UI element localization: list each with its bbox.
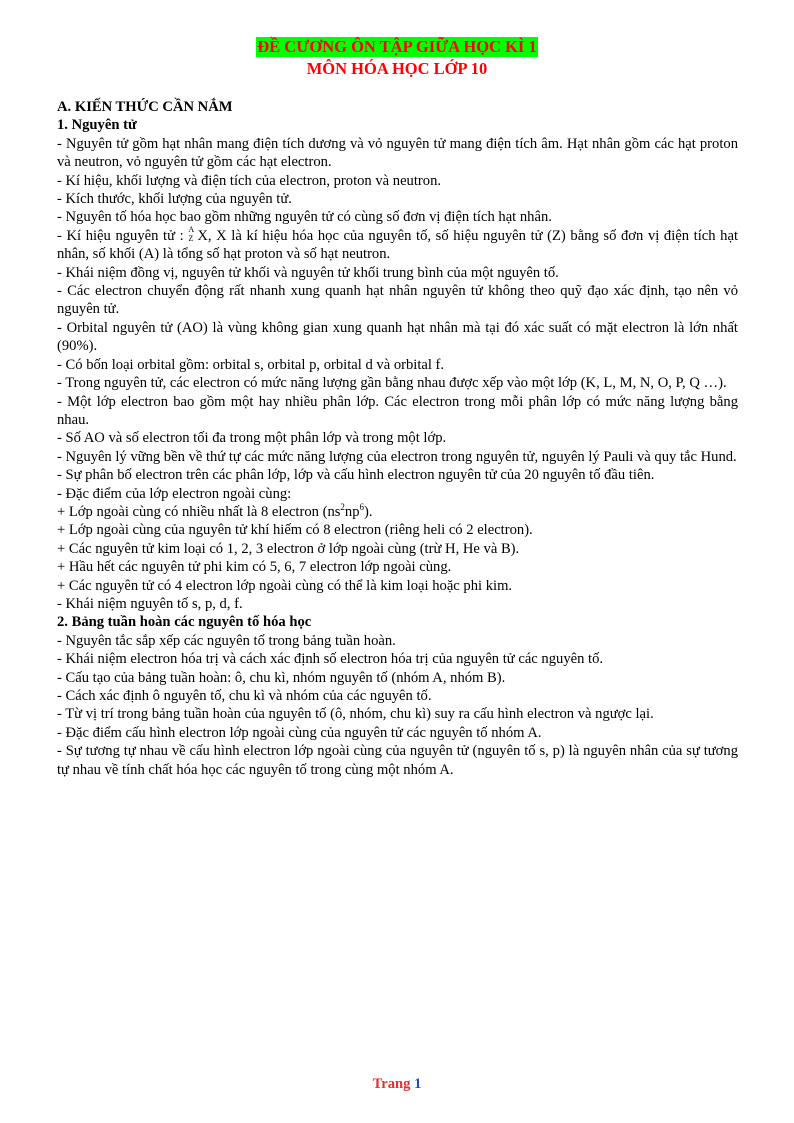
list-item: - Một lớp electron bao gồm một hay nhiều phân lớp. Các electron trong mỗi phân lớp có mức năng lượng bằng nhau. <box>57 393 738 428</box>
list-item: - Từ vị trí trong bảng tuần hoàn của nguyên tố (ô, nhóm, chu kì) suy ra cấu hình electron và ngược lại. <box>57 706 654 723</box>
page-footer <box>0 1076 794 1093</box>
list-item: - Trong nguyên tử, các electron có mức năng lượng gần bằng nhau được xếp vào một lớp (K, L, M, N, O, P, Q …). <box>57 375 727 392</box>
symbol-suffix: , X là kí hiệu hóa học của nguyên tố, số hiệu nguyên tử (Z) bằng số đơn vị điện tích hạt nhân, số khối (A) là tổng số hạt proton và số hạt neutron. <box>57 227 739 263</box>
document-title: ĐỀ CƯƠNG ÔN TẬP GIỮA HỌC KÌ 1 <box>257 37 537 56</box>
page-number: 1 <box>414 1076 422 1092</box>
outer-prefix: + Lớp ngoài cùng có nhiều nhất là 8 electron (ns <box>57 503 341 520</box>
list-item: - Nguyên tố hóa học bao gồm những nguyên tử có cùng số đơn vị điện tích hạt nhân. <box>57 209 552 226</box>
subsection-2-heading: 2. Bảng tuần hoàn các nguyên tố hóa học <box>57 614 312 631</box>
list-item: - Cách xác định ô nguyên tố, chu kì và nhóm của các nguyên tố. <box>57 688 432 704</box>
list-item-outer-shell <box>57 503 738 521</box>
superscript: 2 <box>340 502 345 513</box>
list-item: - Số AO và số electron tối đa trong một phân lớp và trong một lớp. <box>57 430 447 447</box>
list-item: - Sự phân bố electron trên các phân lớp, lớp và cấu hình electron nguyên tử của 20 nguyên tố đầu tiên. <box>57 467 655 484</box>
outer-mid: np <box>344 503 360 520</box>
list-item: + Lớp ngoài cùng của nguyên tử khí hiếm có 8 electron (riêng heli có 2 electron). <box>57 522 533 539</box>
list-item: + Các nguyên tử kim loại có 1, 2, 3 electron ở lớp ngoài cùng (trừ H, He và B). <box>57 540 520 557</box>
list-item: - Nguyên tắc sắp xếp các nguyên tố trong bảng tuần hoàn. <box>57 632 396 649</box>
list-item: - Nguyên lý vững bền về thứ tự các mức năng lượng của electron trong nguyên tử, nguyên lý Pauli và quy tắc Hund. <box>57 448 737 465</box>
list-item: - Kích thước, khối lượng của nguyên tử. <box>57 191 292 208</box>
list-item-atomic-symbol <box>57 224 739 264</box>
atomic-number: Z <box>188 233 194 243</box>
list-item: - Có bốn loại orbital gồm: orbital s, orbital p, orbital d và orbital f. <box>57 356 445 373</box>
list-item: - Đặc điểm của lớp electron ngoài cùng: <box>57 485 292 502</box>
document-body <box>57 98 738 779</box>
element-letter: X <box>197 227 208 244</box>
document-header <box>0 37 794 79</box>
list-item: - Sự tương tự nhau về cấu hình electron lớp ngoài cùng của nguyên tử (nguyên tố s, p) là nguyên nhân của sự tương tự nhau về tính chất hóa học các nguyên tố trong cùng một nhóm A. <box>57 743 738 778</box>
list-item: - Nguyên tử gồm hạt nhân mang điện tích dương và vỏ nguyên tử mang điện tích âm. Hạt nhân gồm các hạt proton và neutron, vỏ nguyên tử gồm các hạt electron. <box>57 135 738 171</box>
superscript: 6 <box>359 502 365 513</box>
list-item: - Cấu tạo của bảng tuần hoàn: ô, chu kì, nhóm nguyên tố (nhóm A, nhóm B). <box>57 669 506 686</box>
symbol-prefix: - Kí hiệu nguyên tử : <box>57 227 189 244</box>
list-item: - Kí hiệu, khối lượng và điện tích của electron, proton và neutron. <box>57 172 442 189</box>
outer-suffix: ). <box>364 503 373 520</box>
page-label: Trang <box>372 1076 411 1092</box>
list-item: - Orbital nguyên tử (AO) là vùng không gian xung quanh hạt nhân mà tại đó xác suất có mặt electron là lớn nhất (90%). <box>57 319 738 355</box>
list-item: + Hầu hết các nguyên tử phi kim có 5, 6, 7 electron lớp ngoài cùng. <box>57 559 452 576</box>
isotope-notation <box>188 224 197 243</box>
subsection-1-heading: 1. Nguyên tử <box>57 117 137 134</box>
list-item: - Khái niệm electron hóa trị và cách xác định số electron hóa trị của nguyên tử các nguyên tố. <box>57 651 604 668</box>
list-item: - Đặc điểm cấu hình electron lớp ngoài cùng của nguyên tử các nguyên tố nhóm A. <box>57 724 542 741</box>
list-item: - Các electron chuyển động rất nhanh xung quanh hạt nhân nguyên tử không theo quỹ đạo xác định, tạo nên vỏ nguyên tử. <box>57 283 738 318</box>
list-item: - Khái niệm đồng vị, nguyên tử khối và nguyên tử khối trung bình của một nguyên tố. <box>57 264 559 281</box>
document-subtitle: MÔN HÓA HỌC LỚP 10 <box>306 59 488 78</box>
section-a-heading: A. KIẾN THỨC CẦN NẮM <box>57 99 233 115</box>
list-item: - Khái niệm nguyên tố s, p, d, f. <box>57 595 243 612</box>
mass-number: A <box>188 224 195 234</box>
list-item: + Các nguyên tử có 4 electron lớp ngoài cùng có thể là kim loại hoặc phi kim. <box>57 577 513 594</box>
